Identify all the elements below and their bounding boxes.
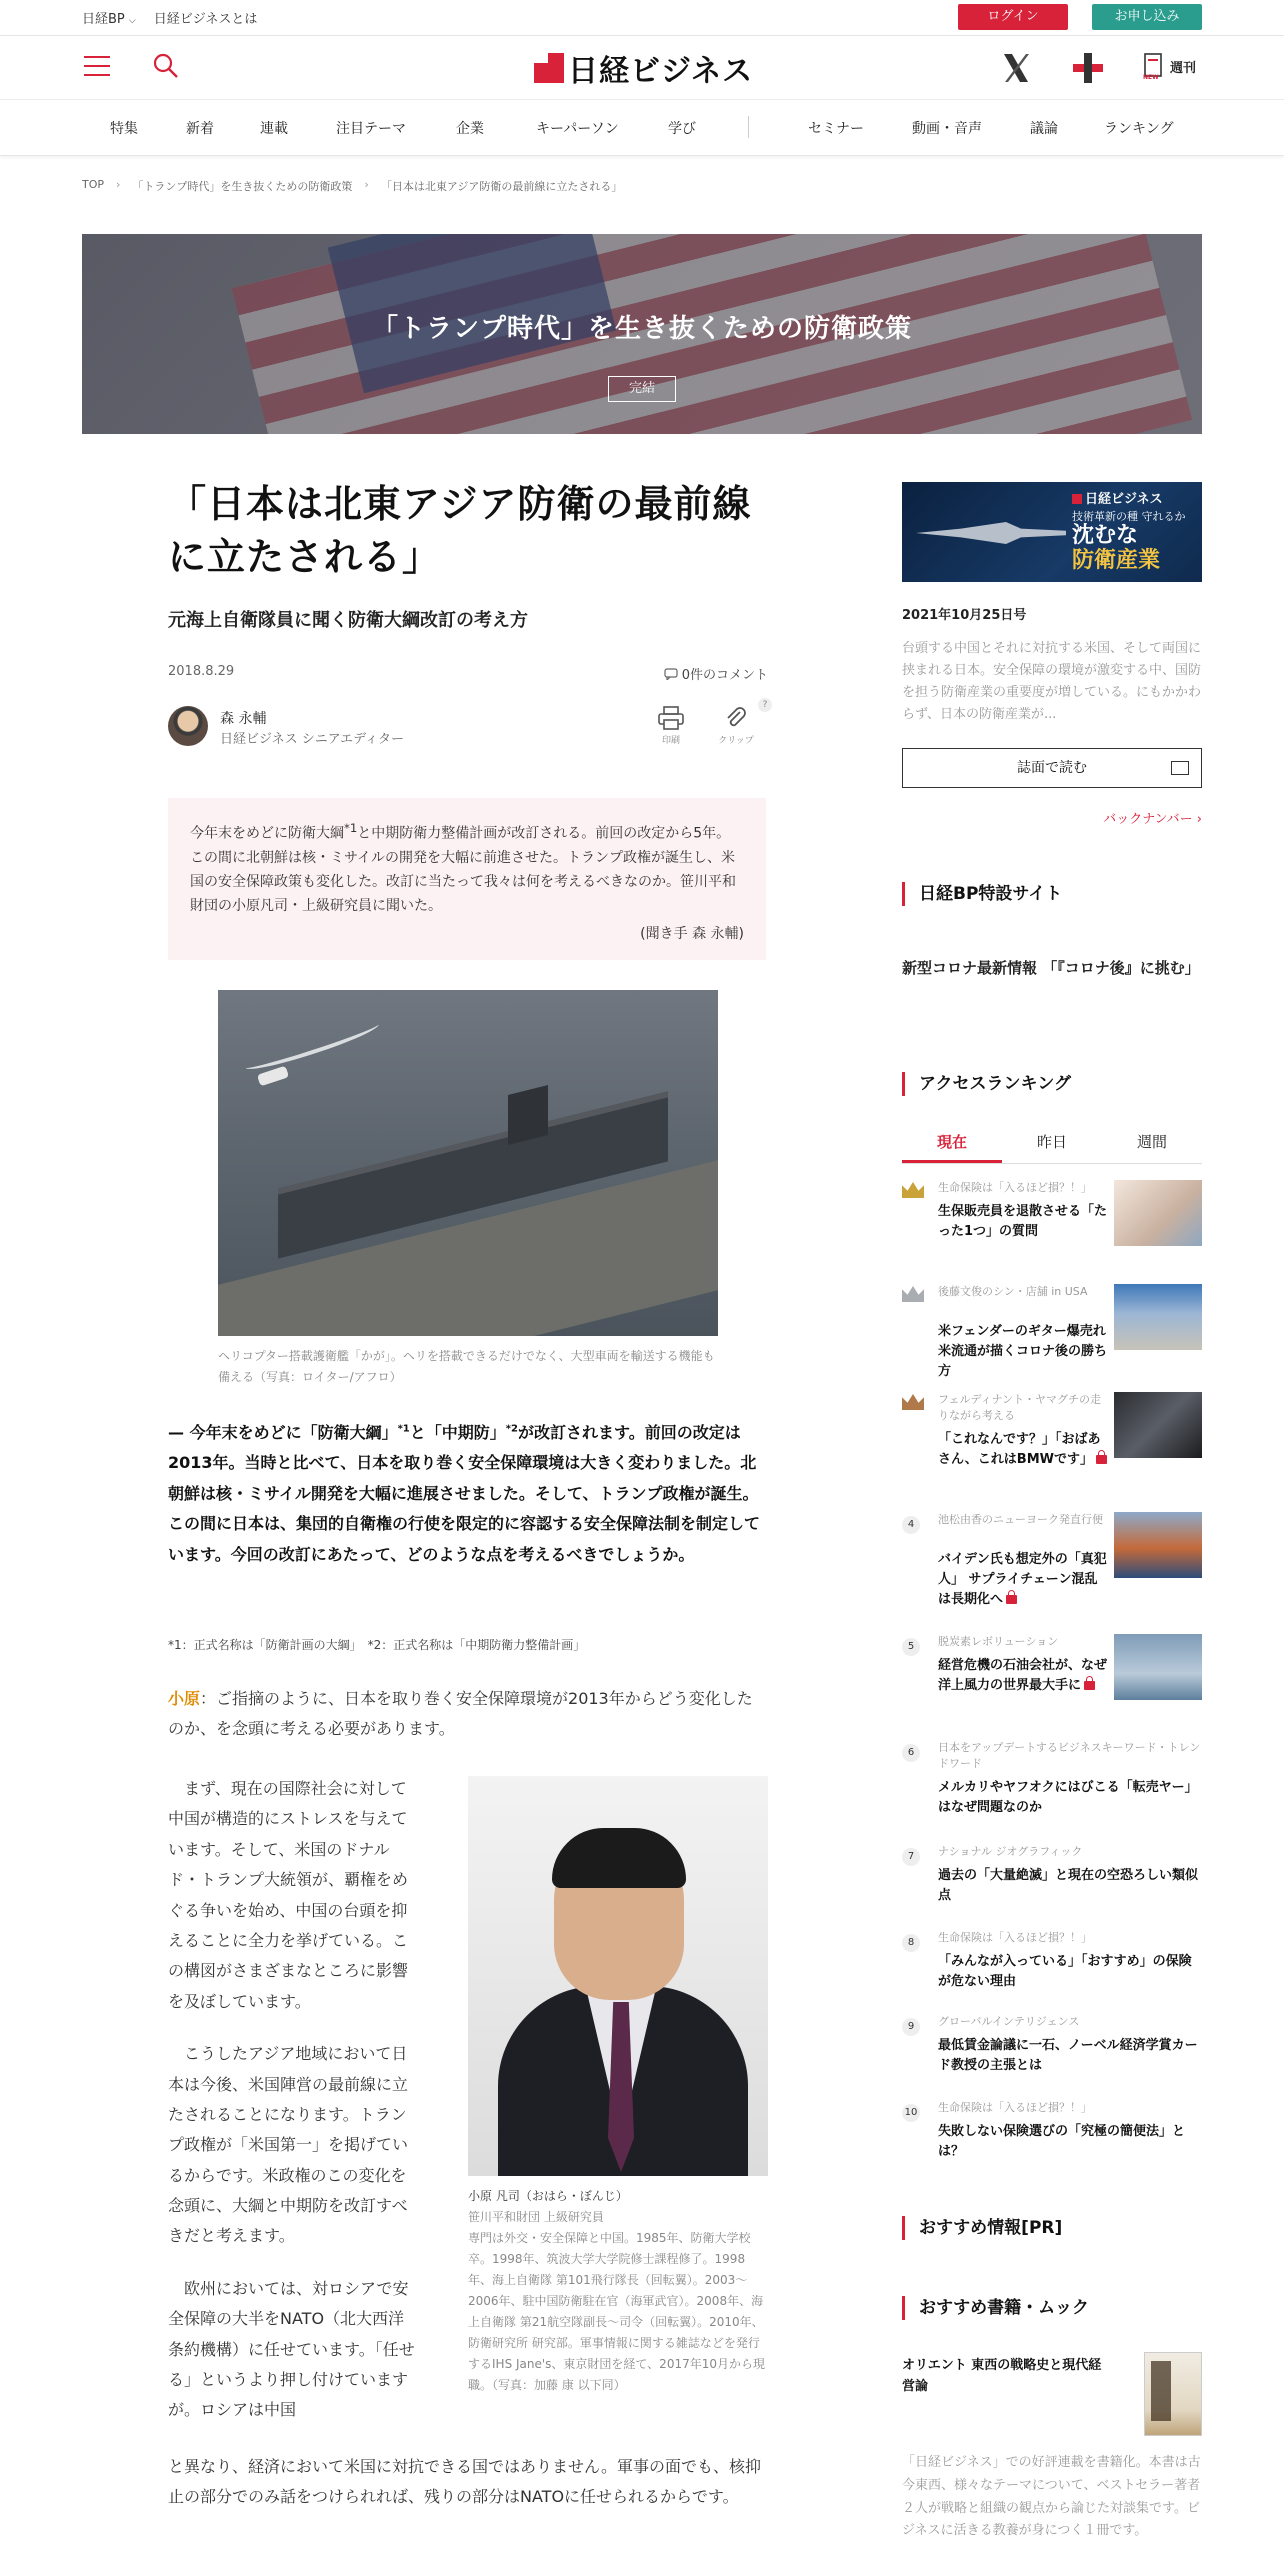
rank-number: 6 xyxy=(902,1744,920,1762)
about-link[interactable]: 日経ビジネスとは xyxy=(153,12,258,27)
ad-headline: 沈むな 防衛産業 xyxy=(1072,523,1161,573)
menu-icon[interactable] xyxy=(84,56,110,78)
nav-divider xyxy=(748,116,749,138)
logo-text: 日経ビジネス xyxy=(568,54,754,89)
nav-item-ranking[interactable]: ランキング xyxy=(1104,121,1174,137)
author-block xyxy=(168,700,768,750)
ranking-serial: 日本をアップデートするビジネスキーワード・トレンドワード xyxy=(938,1741,1201,1770)
book-open-icon xyxy=(1171,761,1189,775)
ranking-title: バイデン氏も想定外の「真犯人」 サプライチェーン混乱は長期化へ xyxy=(938,1552,1107,1608)
photo-caption: ヘリコプター搭載護衛艦「かが」。ヘリを搭載できるだけでなく、大型車両を輸送する機能も備える（写真：ロイター/アフロ） xyxy=(218,1349,715,1384)
ranking-serial: フェルディナント・ヤマグチの走りながら考える xyxy=(938,1393,1102,1422)
magazine-icon xyxy=(1142,52,1166,80)
ranking-serial: ナショナル ジオグラフィック xyxy=(938,1845,1083,1858)
tab-weekly[interactable]: 週間 xyxy=(1136,1133,1167,1151)
ranking-tabs xyxy=(902,1124,1202,1164)
nikkei-bp-link[interactable] xyxy=(82,8,136,27)
ranking-item[interactable] xyxy=(902,1930,1202,2010)
nav-item-seminars[interactable]: セミナー xyxy=(808,121,864,137)
ranking-title: 米フェンダーのギター爆売れ 米流通が描くコロナ後の勝ち方 xyxy=(938,1324,1108,1380)
nav-item-discussion[interactable]: 議論 xyxy=(1030,121,1058,137)
weekly-label: 週刊 xyxy=(1170,60,1197,76)
lock-icon xyxy=(1096,1455,1107,1464)
paragraph: まず、現在の国際社会に対して中国が構造的にストレスを与えています。そして、米国のドナルド・トランプ大統領が、覇権をめぐる争いを始め、中国の台頭を抑えることに全力を挙げている。この構図がさまざまなところに影響を及ぼしています。 xyxy=(168,1779,409,2011)
breadcrumb-series[interactable]: 「トランプ時代」を生き抜くための防衛政策 xyxy=(132,180,353,193)
ranking-serial: 池松由香のニューヨーク発直行便 xyxy=(938,1513,1103,1526)
rank-number: 9 xyxy=(902,2018,920,2036)
ranking-serial: グローバルインテリジェンス xyxy=(938,2015,1080,2028)
ranking-serial: 脱炭素レボリューション xyxy=(938,1635,1059,1648)
author-name[interactable]: 森 永輔 xyxy=(220,711,267,727)
speaker-name: 小原 xyxy=(168,1689,201,1708)
ranking-title: 経営危機の石油会社が、なぜ洋上風力の世界最大手に xyxy=(938,1658,1108,1694)
ranking-serial: 後藤文俊のシン・店舗 in USA xyxy=(938,1285,1088,1298)
tab-yesterday[interactable]: 昨日 xyxy=(1036,1133,1067,1151)
article-title: 「日本は北東アジア防衛の最前線 に立たされる」 xyxy=(168,482,752,580)
rank-number: 5 xyxy=(902,1638,920,1656)
nav-item-series[interactable]: 連載 xyxy=(260,121,288,137)
crown-icon xyxy=(902,1286,924,1302)
interviewee-bio: 専門は外交・安全保障と中国。1985年、防衛大学校 卒。1998年、筑波大学大学院修士課程修了。1998年、海上自衛隊 第101飛行隊長（回転翼）。2003～2006年、駐中国防衛駐在官（海軍武官）。2008年、海上自衛隊 第21航空隊副長～司令（回転翼）。2010年、防衛研究所 研究部。軍事情報に関する雑誌などを発行するIHS Jane's、東京財団を経て、2017年10月から現職。（写真：加藤 康 以下同） xyxy=(468,2231,765,2392)
breadcrumb-top[interactable]: TOP xyxy=(82,178,105,191)
interview-question: — 今年末をめどに「防衛大綱」$^{*1}$と「中期防」$^{*2}$が改訂されます。前回の改定は2013年。当時と比べて、日本を取り巻く安全保障環境は大きく変わりました。北朝鮮は核・ミサイル開発を大幅に進展させました。そして、トランプ政権が誕生。この間に日本は、集団的自衛権の行使を限定的に容認する安全保障法制を制定しています。今回の改訂にあたって、どのような点を考えるべきでしょうか。 xyxy=(168,1423,761,1564)
ranking-item[interactable] xyxy=(902,1284,1202,1380)
login-button[interactable]: ログイン xyxy=(958,4,1068,30)
x-icon[interactable] xyxy=(998,50,1034,86)
chevron-down-icon: ⌵ xyxy=(128,16,136,26)
interview-answer: 小原：ご指摘のように、日本を取り巻く安全保障環境が2013年からどう変化したのか、を念頭に考える必要があります。 xyxy=(168,1689,753,1739)
ranking-item[interactable] xyxy=(902,2100,1202,2180)
chevron-right-icon: › xyxy=(364,178,369,191)
comment-icon xyxy=(664,668,678,680)
clip-button[interactable] xyxy=(716,706,756,746)
article-header xyxy=(168,478,768,632)
publish-date: 2018.8.29 xyxy=(168,664,235,679)
book-title[interactable]: オリエント 東西の戦略史と現代経営論 xyxy=(902,2358,1102,2394)
ranking-item[interactable] xyxy=(902,1512,1202,1608)
author-role: 日経ビジネス シニアエディター xyxy=(220,732,405,747)
read-issue-button[interactable]: 誌面で読む xyxy=(902,748,1202,788)
article-lead xyxy=(168,798,766,960)
pr-heading: おすすめ情報[PR] xyxy=(902,2216,1202,2240)
ranking-title: 「みんなが入っている」「おすすめ」の保険が危ない理由 xyxy=(938,1954,1192,1990)
help-icon[interactable]: ? xyxy=(758,698,772,712)
nav-item-new[interactable]: 新着 xyxy=(186,121,214,137)
print-button[interactable] xyxy=(654,706,688,746)
ranking-item[interactable] xyxy=(902,1844,1202,1924)
ranking-heading: アクセスランキング xyxy=(902,1072,1202,1096)
rank-number: 8 xyxy=(902,1934,920,1952)
ad-subline: 技術革新の種 守れるか xyxy=(1072,510,1186,523)
subscribe-button[interactable]: お申し込み xyxy=(1092,4,1202,30)
clip-label: クリップ xyxy=(718,736,754,746)
logo-mark xyxy=(534,53,564,83)
nav-item-features[interactable]: 特集 xyxy=(110,121,138,137)
breadcrumb xyxy=(82,178,622,194)
backnumber-link[interactable]: バックナンバー › xyxy=(1103,812,1202,827)
footnotes: *1：正式名称は「防衛計画の大綱」 *2：正式名称は「中期防衛力整備計画」 xyxy=(168,1638,586,1652)
ranking-item[interactable] xyxy=(902,1180,1202,1260)
nav-item-learning[interactable]: 学び xyxy=(668,121,696,137)
ranking-serial: 生命保険は「入るほど損？！」 xyxy=(938,1181,1092,1194)
paperclip-icon xyxy=(724,706,748,730)
nav-item-video-audio[interactable]: 動画・音声 xyxy=(912,121,982,137)
ranking-item[interactable] xyxy=(902,1740,1202,1820)
ranking-thumbnail xyxy=(1114,1512,1202,1578)
ranking-serial: 生命保険は「入るほど損？！」 xyxy=(938,1931,1092,1944)
series-title: 「トランプ時代」を生き抜くための防衛政策 xyxy=(371,314,912,344)
interviewee-affiliation: 笹川平和財団 上級研究員 xyxy=(468,2210,604,2224)
chevron-right-icon: › xyxy=(116,178,121,191)
books-heading: おすすめ書籍・ムック xyxy=(902,2296,1202,2320)
rank-number: 7 xyxy=(902,1848,920,1866)
site-header xyxy=(0,36,1284,100)
ranking-serial: 生命保険は「入るほど損？！」 xyxy=(938,2101,1092,2114)
ranking-title: 失敗しない保険選びの「究極の簡便法」とは？ xyxy=(938,2124,1186,2160)
ranking-title: メルカリやヤフオクにはびこる「転売ヤー」はなぜ問題なのか xyxy=(938,1780,1198,1816)
crown-icon xyxy=(902,1182,924,1198)
printer-icon xyxy=(658,706,684,730)
comments-count: 0件のコメント xyxy=(681,668,768,683)
issue-description: 台頭する中国とそれに対抗する米国、そして両国に挟まれる日本。安全保障の環境が激変する中、国防を担う防衛産業の重要度が増している。にもかかわらず、日本の防衛産業が... xyxy=(902,641,1202,723)
interviewee-profile xyxy=(468,2186,768,2396)
interviewer: (聞き手 森 永輔) xyxy=(640,925,744,942)
lock-icon xyxy=(1006,1595,1017,1604)
new-badge: NEW xyxy=(1143,74,1159,80)
site-logo[interactable] xyxy=(534,48,753,88)
crown-icon xyxy=(902,1394,924,1410)
utility-bar xyxy=(0,0,1284,36)
ranking-thumbnail xyxy=(1114,1634,1202,1700)
paragraph: 欧州においては、対ロシアで安全保障の大半をNATO（北大西洋条約機構）に任せています。「任せる」というより押し付けていますが。ロシアは中国 xyxy=(168,2278,415,2420)
interviewee-name: 小原 凡司（おはら・ぼんじ） xyxy=(468,2189,628,2203)
nav-item-keyperson[interactable]: キーパーソン xyxy=(536,121,619,137)
rank-number: 10 xyxy=(902,2104,920,2122)
ranking-title: 過去の「大量絶滅」と現在の空恐ろしい類似点 xyxy=(938,1868,1199,1904)
rank-number: 4 xyxy=(902,1516,920,1534)
ad-brand: 日経ビジネス xyxy=(1072,488,1163,507)
nav-item-themes[interactable]: 注目テーマ xyxy=(336,121,406,137)
article-body xyxy=(168,1774,420,2426)
interviewee-photo xyxy=(468,1776,768,2176)
ranking-title: 最低賃金論議に一石、ノーベル経済学賞カード教授の主張とは xyxy=(938,2038,1198,2074)
completed-badge: 完結 xyxy=(608,376,676,402)
tab-now[interactable]: 現在 xyxy=(902,1124,1002,1163)
chevron-right-icon: › xyxy=(1196,812,1202,827)
utility-links xyxy=(82,8,257,27)
lock-icon xyxy=(1084,1681,1095,1690)
ranking-thumbnail xyxy=(1114,1284,1202,1350)
special-site-link[interactable]: 新型コロナ最新情報 「『コロナ後』に挑む」 xyxy=(902,959,1200,977)
article-subtitle: 元海上自衛隊員に聞く防衛大綱改訂の考え方 xyxy=(168,610,528,632)
ranking-title: 生保販売員を退散させる「たった1つ」の質問 xyxy=(938,1204,1108,1240)
special-sites-heading: 日経BP特設サイト xyxy=(902,882,1202,906)
search-icon[interactable] xyxy=(152,52,180,80)
breadcrumb-current: 「日本は北東アジア防衛の最前線に立たされる」 xyxy=(380,180,623,193)
series-banner[interactable] xyxy=(82,234,1202,434)
fighter-jet-image xyxy=(916,522,1066,544)
avatar xyxy=(168,706,208,746)
magazine-cover-banner[interactable] xyxy=(902,482,1202,582)
paragraph-continued: と異なり、経済において米国に対抗できる国ではありません。軍事の面でも、核抑止の部分でのみ話をつけられれば、残りの部分はNATOに任せられるからです。 xyxy=(168,2457,761,2507)
plus-icon[interactable] xyxy=(1070,50,1106,86)
ranking-item[interactable] xyxy=(902,1392,1202,1472)
carrier-photo xyxy=(218,990,718,1336)
ranking-title: 「これなんです？」「おばあさん、これはBMWです」 xyxy=(938,1430,1110,1470)
ranking-item[interactable] xyxy=(902,1634,1202,1714)
book-description: 「日経ビジネス」での好評連載を書籍化。本書は古今東西、様々なテーマについて、ベストセラー著者２人が戦略と組織の観点から論じた対談集です。ビジネスに活きる教養が身につく１冊です。 xyxy=(902,2455,1201,2539)
paragraph: こうしたアジア地域において日本は今後、米国陣営の最前線に立たされることになります。トランプ政権が「米国第一」を掲げているからです。米政権のこの変化を念頭に、大綱と中期防を改訂すべきだと考えます。 xyxy=(168,2044,409,2246)
ranking-thumbnail xyxy=(1114,1392,1202,1458)
ranking-item[interactable] xyxy=(902,2014,1202,2094)
nikkei-bp-label: 日経BP xyxy=(82,12,125,27)
weekly-magazine-link[interactable] xyxy=(1142,52,1196,80)
lead-text: 今年末をめどに防衛大綱$^{*1}$と中期防衛力整備計画が改訂される。前回の改定から5年。この間に北朝鮮は核・ミサイルの開発を大幅に前進させた。トランプ政権が誕生し、米国の安全保障政策も変化した。改訂に当たって我々は何を考えるべきなのか。笹川平和財団の小原凡司・上級研究員に聞いた。 xyxy=(190,821,736,914)
comments-link[interactable] xyxy=(664,664,768,683)
main-nav xyxy=(0,100,1284,156)
issue-date: 2021年10月25日号 xyxy=(902,608,1027,623)
print-label: 印刷 xyxy=(661,736,680,746)
nav-item-companies[interactable]: 企業 xyxy=(456,121,484,137)
ranking-thumbnail xyxy=(1114,1180,1202,1246)
book-cover-image[interactable] xyxy=(1144,2352,1202,2436)
